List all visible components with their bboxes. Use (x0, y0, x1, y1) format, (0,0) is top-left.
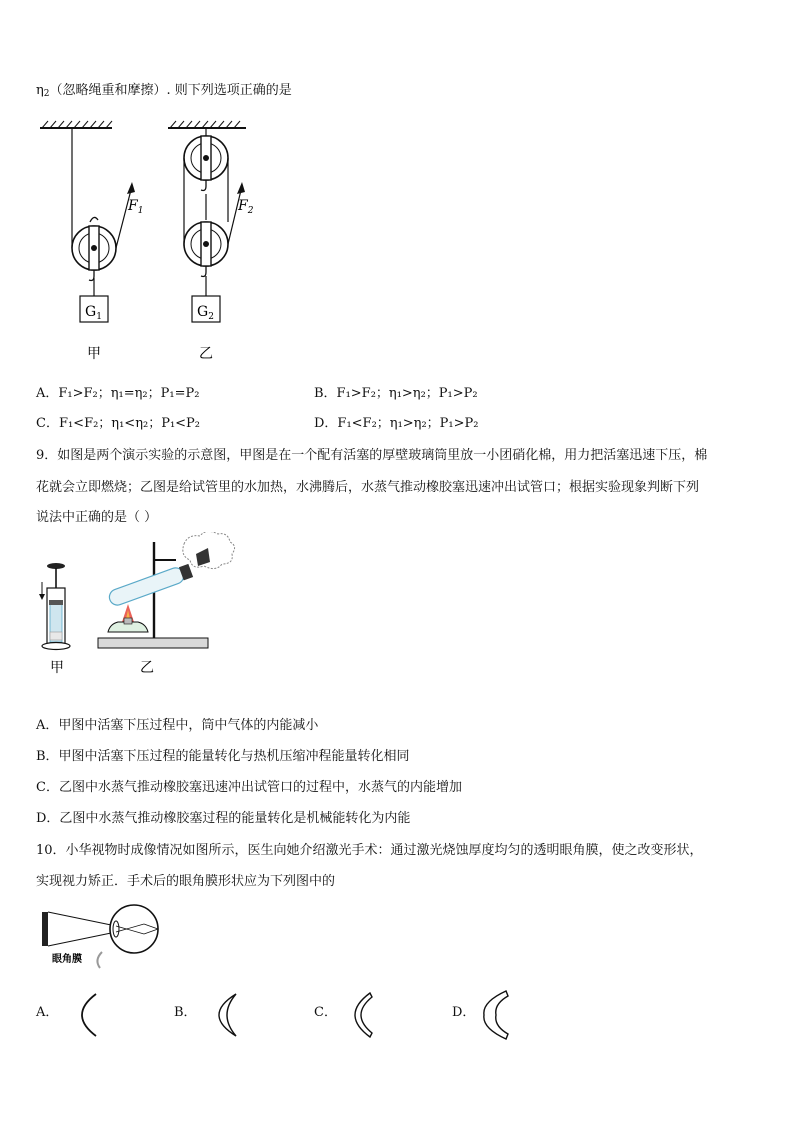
cornea-shape-a[interactable] (66, 990, 110, 1040)
cornea-shape-c[interactable] (340, 990, 384, 1040)
weight-label-g1: $G_1$ (85, 304, 102, 322)
q8-pulley-figure (30, 118, 290, 368)
q8-stem-eta: η (36, 83, 44, 98)
q10-option-c[interactable]: C． (314, 1005, 337, 1020)
fixed-pulley-yi (184, 128, 228, 191)
q9-option-d[interactable]: D．乙图中水蒸气推动橡胶塞过程的能量转化是机械能转化为内能 (36, 811, 411, 826)
cornea-label: 眼角膜 (52, 954, 82, 965)
movable-pulley-yi (184, 158, 245, 322)
q8-option-d[interactable]: D．F₁<F₂；η₁>η₂；P₁>P₂ (314, 416, 479, 431)
weight-label-g2: $G_2$ (197, 304, 214, 322)
q9-stem-line1: 9．如图是两个演示实验的示意图，甲图是在一个配有活塞的厚壁玻璃筒里放一小团硝化棉，用力把活塞迅速下压，棉 (36, 448, 708, 463)
ceiling-jia (40, 121, 112, 128)
q10-option-d[interactable]: D． (452, 1005, 476, 1020)
figure-label-yi-q8: 乙 (199, 346, 213, 362)
q9-option-a[interactable]: A．甲图中活塞下压过程中，筒中气体的内能减小 (36, 718, 319, 733)
q10-stem-line1: 10．小华视物时成像情况如图所示，医生向她介绍激光手术：通过激光烧蚀厚度均匀的透明眼角膜，使之改变形状， (36, 843, 703, 858)
q8-stem-rest: （忽略绳重和摩擦）. 则下列选项正确的是 (49, 83, 292, 98)
q8-stem-eta-sub: 2 (43, 89, 50, 99)
q8-stem (36, 82, 292, 103)
q10-stem-line2: 实现视力矫正．手术后的眼角膜形状应为下列图中的 (36, 874, 336, 889)
ceiling-yi (168, 121, 246, 128)
q8-option-a[interactable]: A．F₁>F₂；η₁=η₂；P₁=P₂ (36, 386, 200, 401)
q8-option-c[interactable]: C．F₁<F₂；η₁<η₂；P₁<P₂ (36, 416, 201, 431)
q8-option-b[interactable]: B．F₁>F₂；η₁>η₂；P₁>P₂ (314, 386, 478, 401)
q9-stem-line2: 花就会立即燃烧；乙图是给试管里的水加热，水沸腾后，水蒸气推动橡胶塞迅速冲出试管口；根据实验现象判断下列 (36, 480, 700, 495)
cornea-shape-b[interactable] (200, 990, 244, 1040)
cornea-shape-d[interactable] (476, 988, 520, 1042)
force-label-f2: $F_2$ (238, 198, 254, 216)
steam-cloud (183, 532, 235, 569)
q10-option-b[interactable]: B． (174, 1005, 197, 1020)
force-label-f1: $F_1$ (128, 198, 144, 216)
movable-pulley-jia (72, 128, 135, 322)
figure-label-jia-q9: 甲 (50, 660, 64, 676)
figure-label-yi-q9: 乙 (140, 660, 154, 676)
figure-label-jia-q8: 甲 (87, 346, 101, 362)
q9-option-c[interactable]: C．乙图中水蒸气推动橡胶塞迅速冲出试管口的过程中，水蒸气的内能增加 (36, 780, 462, 795)
piston-cylinder-jia (39, 563, 70, 650)
q10-option-a[interactable]: A． (36, 1005, 59, 1020)
q10-eye-figure (40, 904, 170, 974)
q9-stem-line3: 说法中正确的是（ ） (36, 510, 158, 525)
q9-option-b[interactable]: B．甲图中活塞下压过程的能量转化与热机压缩冲程能量转化相同 (36, 749, 410, 764)
q9-experiment-figure (36, 532, 236, 682)
